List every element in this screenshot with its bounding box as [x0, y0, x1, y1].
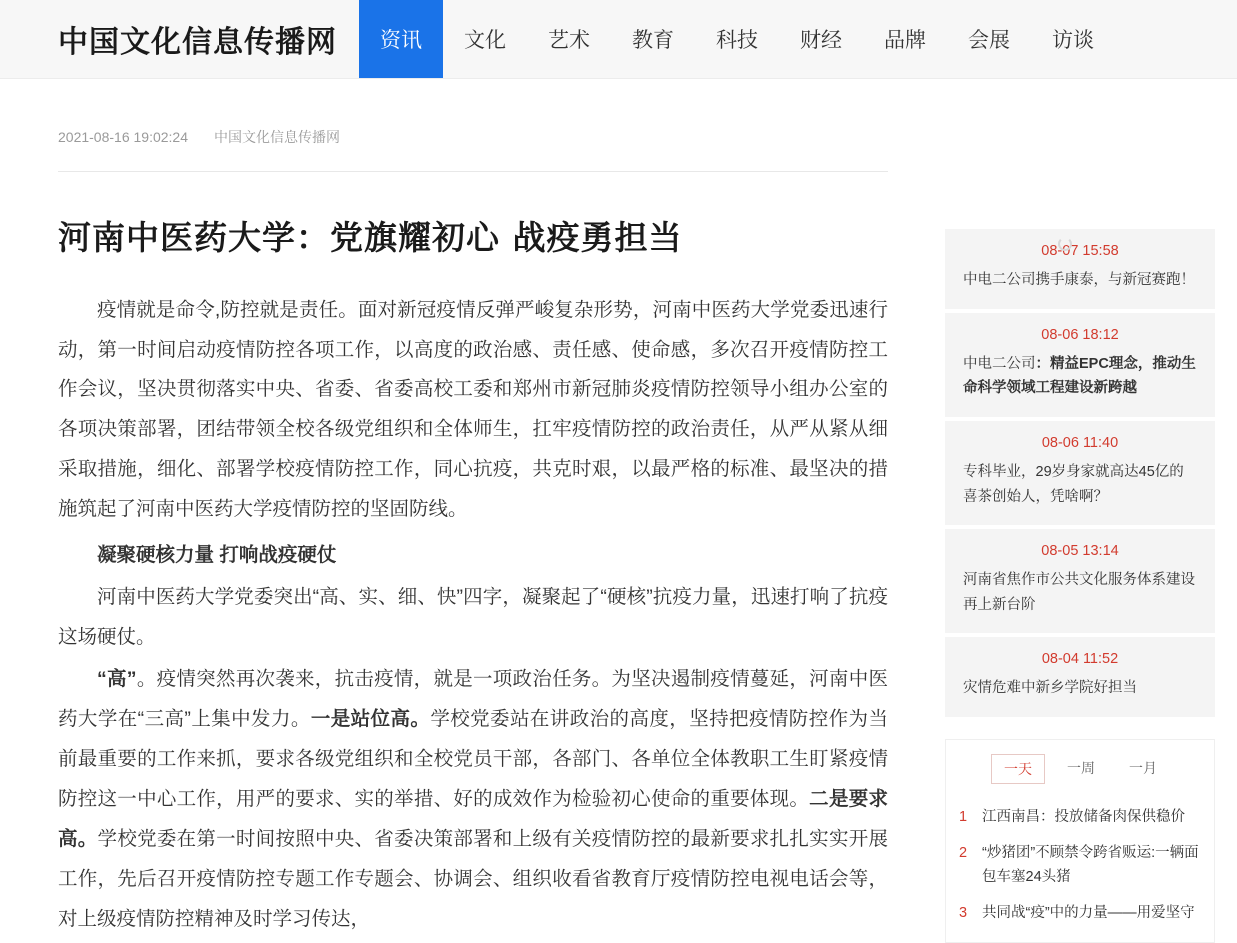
article-timestamp: 2021-08-16 19:02:24: [58, 129, 188, 145]
page-title: 河南中医药大学：党旗耀初心 战疫勇担当: [58, 218, 683, 257]
article-body: [58, 291, 888, 941]
ranking-tabs: [946, 740, 1214, 794]
nav-item-jiaoyu[interactable]: 教育: [632, 29, 674, 52]
article-paragraph-2: 河南中医药大学党委突出“高、实、细、快”四字，凝聚起了“硬核”抗疫力量，迅速打响了抗疫这场硬仗。: [58, 586, 888, 649]
ranking-list: [946, 794, 1214, 942]
article-source: 中国文化信息传播网: [214, 129, 340, 145]
article-p3-part-2: 。疫情突然再次袭来，抗击疫情，就是一项政治任务。为坚决遏制疫情蔓延，河南中医药大学在“三高”上集中发力。: [58, 668, 888, 731]
article-paragraph-3: [58, 660, 888, 940]
sidebar-inner: [945, 79, 1215, 943]
list-item[interactable]: [945, 313, 1215, 417]
sidebar: [900, 79, 1237, 943]
nav-item-wenhua[interactable]: 文化: [464, 29, 506, 52]
page-body: [0, 79, 1237, 943]
loading-spinner-icon: [1058, 237, 1072, 251]
list-item[interactable]: [945, 529, 1215, 633]
rank-number: 1: [958, 809, 968, 826]
rank-number: 2: [958, 845, 968, 862]
nav-item-yishu[interactable]: 艺术: [548, 29, 590, 52]
list-item[interactable]: [956, 836, 1200, 896]
article-paragraph-1: 疫情就是命令,防控就是责任。面对新冠疫情反弹严峻复杂形势，河南中医药大学党委迅速行动，第一时间启动疫情防控各项工作，以高度的政治感、责任感、使命感，多次召开疫情防控工作会议，坚决贯彻落实中央、省委、省委高校工委和郑州市新冠肺炎疫情防控领导小组办公室的各项决策部署，团结带领全校各级党组织和全体师生，扛牢疫情防控的政治责任，从严从紧从细采取措施，细化、部署学校疫情防控工作，同心抗疫，共克时艰，以最严格的标准、最坚决的措施筑起了河南中医药大学疫情防控的坚固防线。: [58, 298, 888, 521]
rank-title: 共同战“疫”中的力量——用爱坚守: [982, 904, 1195, 921]
ranking-panel: [945, 739, 1215, 943]
list-item[interactable]: [956, 800, 1200, 836]
tab-one-week[interactable]: 一周: [1067, 760, 1095, 777]
news-title: 河南省焦作市公共文化服务体系建设再上新台阶: [963, 572, 1195, 613]
news-title-main: ：精益EPC理念，推动生命科学领域工程建设新跨越: [963, 355, 1196, 397]
tab-one-month[interactable]: 一月: [1129, 760, 1157, 777]
news-date: 08-07 15:58: [1041, 243, 1119, 259]
site-header: [0, 0, 1237, 79]
nav-item-huizhan[interactable]: 会展: [968, 29, 1010, 52]
article-p3-part-1: “高”: [97, 668, 137, 691]
nav-item-fangtan[interactable]: 访谈: [1052, 29, 1094, 52]
nav-item-keji[interactable]: 科技: [716, 29, 758, 52]
site-brand: 中国文化信息传播网: [58, 25, 337, 60]
list-item[interactable]: [945, 637, 1215, 717]
article-p3-part-5: 二是要求高。: [58, 788, 888, 851]
news-date: 08-05 13:14: [1041, 543, 1119, 560]
article-column: [0, 79, 900, 943]
nav-item-zixun[interactable]: 资讯: [359, 0, 443, 78]
list-item[interactable]: [956, 896, 1200, 932]
tab-one-day[interactable]: 一天: [991, 754, 1045, 784]
rank-number: 3: [958, 904, 968, 921]
nav-item-caijing[interactable]: 财经: [800, 29, 842, 52]
article-subheading: 凝聚硬核力量 打响战疫硬仗: [97, 544, 337, 567]
news-title: 灾情危难中新乡学院好担当: [963, 680, 1137, 697]
list-item[interactable]: [945, 229, 1215, 309]
news-title: [963, 352, 1197, 401]
nav-item-pinpai[interactable]: 品牌: [884, 29, 926, 52]
news-title-prefix: 中电二公司: [963, 355, 1036, 372]
rank-title: “炒猪团”不顾禁令跨省贩运:一辆面包车塞24头猪: [982, 845, 1199, 885]
article-meta: [58, 79, 888, 172]
rank-title: 江西南昌：投放储备肉保供稳价: [982, 809, 1185, 826]
news-date: 08-06 18:12: [1041, 326, 1119, 343]
article-p3-part-6: 学校党委在第一时间按照中央、省委决策部署和上级有关疫情防控的最新要求扎扎实实开展工作，先后召开疫情防控专题工作专题会、协调会、组织收看省教育厅疫情防控电视电话会等，对上级疫情防控精神及时学习传达，: [58, 828, 888, 931]
news-title: 专科毕业，29岁身家就高达45亿的喜茶创始人，凭啥啊？: [963, 463, 1184, 505]
news-date: 08-04 11:52: [1041, 651, 1119, 668]
list-item[interactable]: [945, 421, 1215, 525]
news-date: 08-06 11:40: [1041, 434, 1119, 451]
article-p3-part-3: 一是站位高。: [310, 708, 431, 731]
article-p3-part-4: 学校党委站在讲政治的高度，坚持把疫情防控作为当前最重要的工作来抓，要求各级党组织和全校党员干部，各部门、各单位全体教职工生盯紧疫情防控这一中心工作，用严的要求、实的举措、好的成效作为检验初心使命的重要体现。: [58, 708, 888, 811]
main-nav: [359, 0, 1115, 78]
news-title: 中电二公司携手康泰，与新冠赛跑！: [963, 272, 1195, 288]
